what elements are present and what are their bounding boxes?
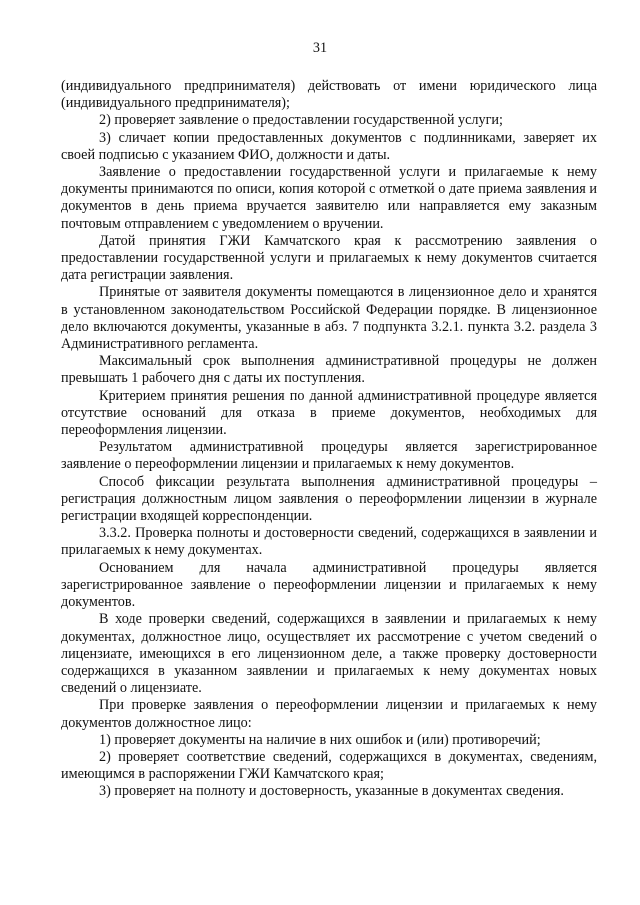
paragraph: Принятые от заявителя документы помещаются в лицензионное дело и хранятся в установленном законодательством Российской Федерации порядке. В лицензионное дело включаются документы, указанные в абз. 7 подпункта 3.2.1. пункта 3.2. раздела 3 Административного регламента.	[61, 284, 597, 353]
paragraph: 3) сличает копии предоставленных документов с подлинниками, заверяет их своей подписью с указанием ФИО, должности и даты.	[61, 129, 597, 163]
paragraph: Способ фиксации результата выполнения административной процедуры – регистрация должностным лицом заявления о переоформлении лицензии в журнале регистрации входящей корреспонденции.	[61, 473, 597, 525]
list-item: 1) проверяет документы на наличие в них ошибок и (или) противоречий;	[99, 731, 541, 748]
list-item: 2) проверяет соответствие сведений, содержащихся в документах, сведениям, имеющимся в распоряжении ГЖИ Камчатского края;	[61, 748, 597, 783]
paragraph: Основанием для начала административной процедуры является зарегистрированное заявление о переоформлении лицензии и прилагаемых к нему документов.	[61, 559, 597, 611]
paragraph: Датой принятия ГЖИ Камчатского края к рассмотрению заявления о предоставлении государственной услуги и прилагаемых к нему документов считается дата регистрации заявления.	[61, 232, 597, 284]
paragraph: Заявление о предоставлении государственной услуги и прилагаемые к нему документы принимаются по описи, копия которой с отметкой о дате приема заявления и документов в день приема вручается заявителю или направляется ему заказным почтовым отправлением с уведомлением о вручении.	[61, 164, 597, 232]
paragraph: 2) проверяет заявление о предоставлении государственной услуги;	[99, 112, 503, 129]
document-body	[61, 78, 597, 801]
page-number: 31	[312, 40, 328, 56]
paragraph: Результатом административной процедуры является зарегистрированное заявление о переоформлении лицензии и прилагаемых к нему документов.	[61, 439, 597, 473]
list-item: 3) проверяет на полноту и достоверность, указанные в документах сведения.	[99, 783, 564, 800]
paragraph: В ходе проверки сведений, содержащихся в заявлении и прилагаемых к нему документах, должностное лицо, осуществляет их рассмотрение с учетом сведений о лицензиате, имеющихся в его лицензионном деле, а также проверку достоверности содержащихся в указанном заявлении и прилагаемых к нему документах новых сведений о лицензиате.	[61, 611, 597, 697]
paragraph: Максимальный срок выполнения административной процедуры не должен превышать 1 рабочего дня с даты их поступления.	[61, 353, 597, 387]
section-heading-paragraph: 3.3.2. Проверка полноты и достоверности сведений, содержащихся в заявлении и прилагаемых к нему документах.	[61, 525, 597, 559]
paragraph: (индивидуального предпринимателя) действовать от имени юридического лица (индивидуального предпринимателя);	[61, 78, 597, 112]
paragraph: Критерием принятия решения по данной административной процедуре является отсутствие оснований для отказа в приеме документов, необходимых для переоформления лицензии.	[61, 387, 597, 439]
paragraph: При проверке заявления о переоформлении лицензии и прилагаемых к нему документов должностное лицо:	[61, 697, 597, 731]
